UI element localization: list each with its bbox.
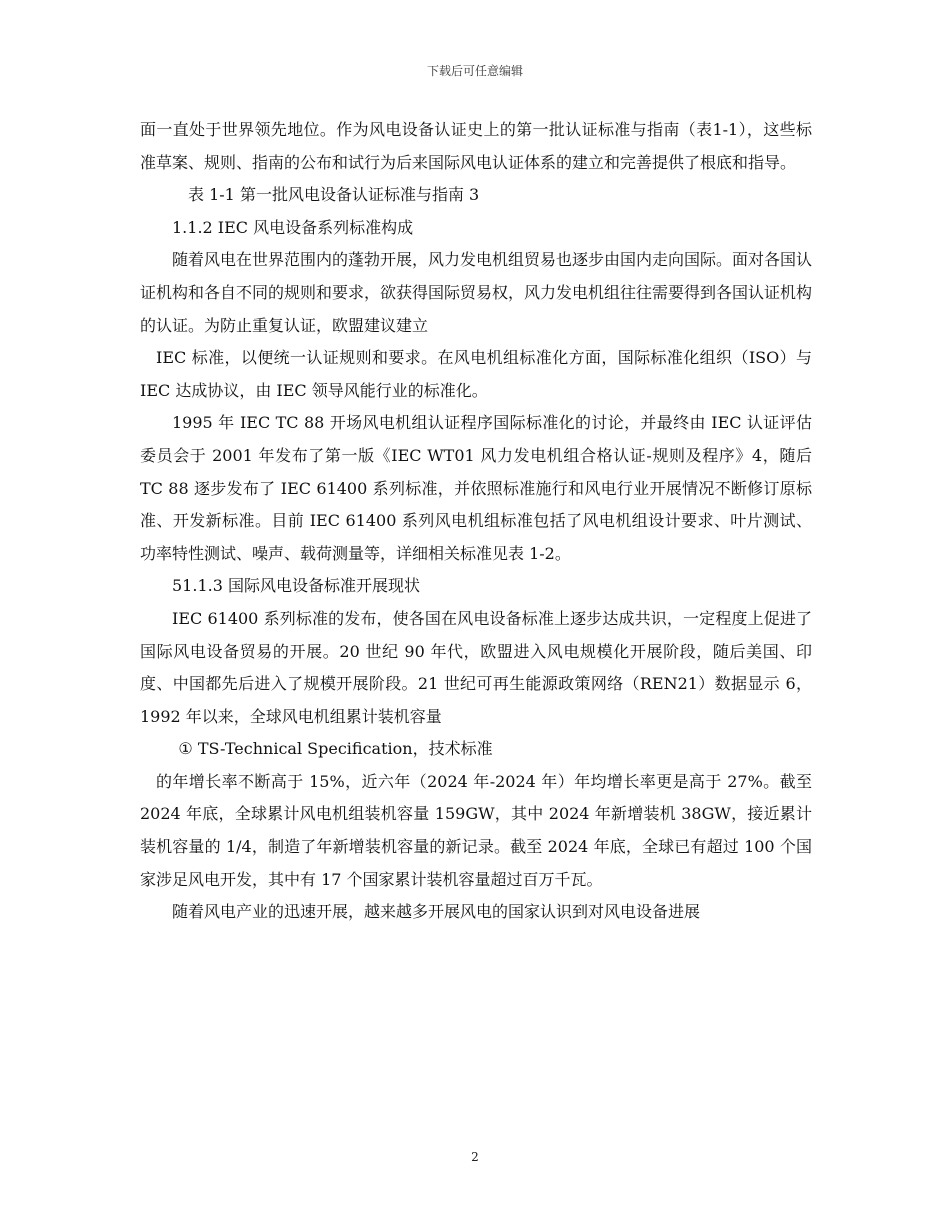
paragraph-1: 面一直处于世界领先地位。作为风电设备认证史上的第一批认证标准与指南（表1-1），这些标准草案、规则、指南的公布和试行为后来国际风电认证体系的建立和完善提供了根底和指导。 — [140, 120, 812, 172]
page-header: 下载后可任意编辑 — [426, 64, 523, 78]
paragraph-2: 随着风电在世界范围内的蓬勃开展，风力发电机组贸易也逐步由国内走向国际。面对各国认证机构和各自不同的规则和要求，欲获得国际贸易权，风力发电机组往往需要得到各国认证机构的认证。为防止重复认证，欧盟建议建立 — [140, 250, 813, 335]
section-heading-1-1-3: 51.1.3 国际风电设备标准开展现状 — [172, 576, 420, 596]
document-body — [140, 114, 812, 929]
paragraph-7: 随着风电产业的迅速开展，越来越多开展风电的国家认识到对风电设备进展 — [172, 902, 701, 922]
paragraph-4: 1995 年 IEC TC 88 开场风电机组认证程序国际标准化的讨论，并最终由 IEC 认证评估委员会于 2001 年发布了第一版《IEC WT01 风力发电机组合格认证-规则及程序》4，随后 TC 88 逐步发布了 IEC 61400 系列标准，并依照标准施行和风电行业开展情况不断修订原标准、开发新标准。目前 IEC 61400 系列风电机组标准包括了风电机组设计要求、叶片测试、功率特性测试、噪声、载荷测量等，详细相关标准见表 1-2。 — [140, 413, 812, 563]
paragraph-3: IEC 标准，以便统一认证规则和要求。在风电机组标准化方面，国际标准化组织（ISO）与 IEC 达成协议，由 IEC 领导风能行业的标准化。 — [140, 348, 812, 400]
table-caption-1-1: 表 1-1 第一批风电设备认证标准与指南 3 — [188, 185, 480, 205]
page-number: 2 — [471, 1150, 479, 1164]
section-heading-1-1-2: 1.1.2 IEC 风电设备系列标准构成 — [172, 217, 414, 237]
paragraph-5: IEC 61400 系列标准的发布，使各国在风电设备标准上逐步达成共识，一定程度上促进了国际风电设备贸易的开展。20 世纪 90 年代，欧盟进入风电规模化开展阶段，随后美国、印度、中国都先后进入了规模开展阶段。21 世纪可再生能源政策网络（REN21）数据显示 6，1992 年以来，全球风电机组累计装机容量 — [140, 608, 812, 726]
paragraph-6: 的年增长率不断高于 15%，近六年（2024 年-2024 年）年均增长率更是高于 27%。截至 2024 年底，全球累计风电机组装机容量 159GW，其中 2024 年新增装机 38GW，接近累计装机容量的 1/4，制造了年新增装机容量的新记录。截至 2024 年底，全球已有超过 100 个国家涉足风电开发，其中有 17 个国家累计装机容量超过百万千瓦。 — [140, 771, 812, 889]
footnote-ts: ① TS-Technical Specification，技术标准 — [178, 739, 493, 759]
